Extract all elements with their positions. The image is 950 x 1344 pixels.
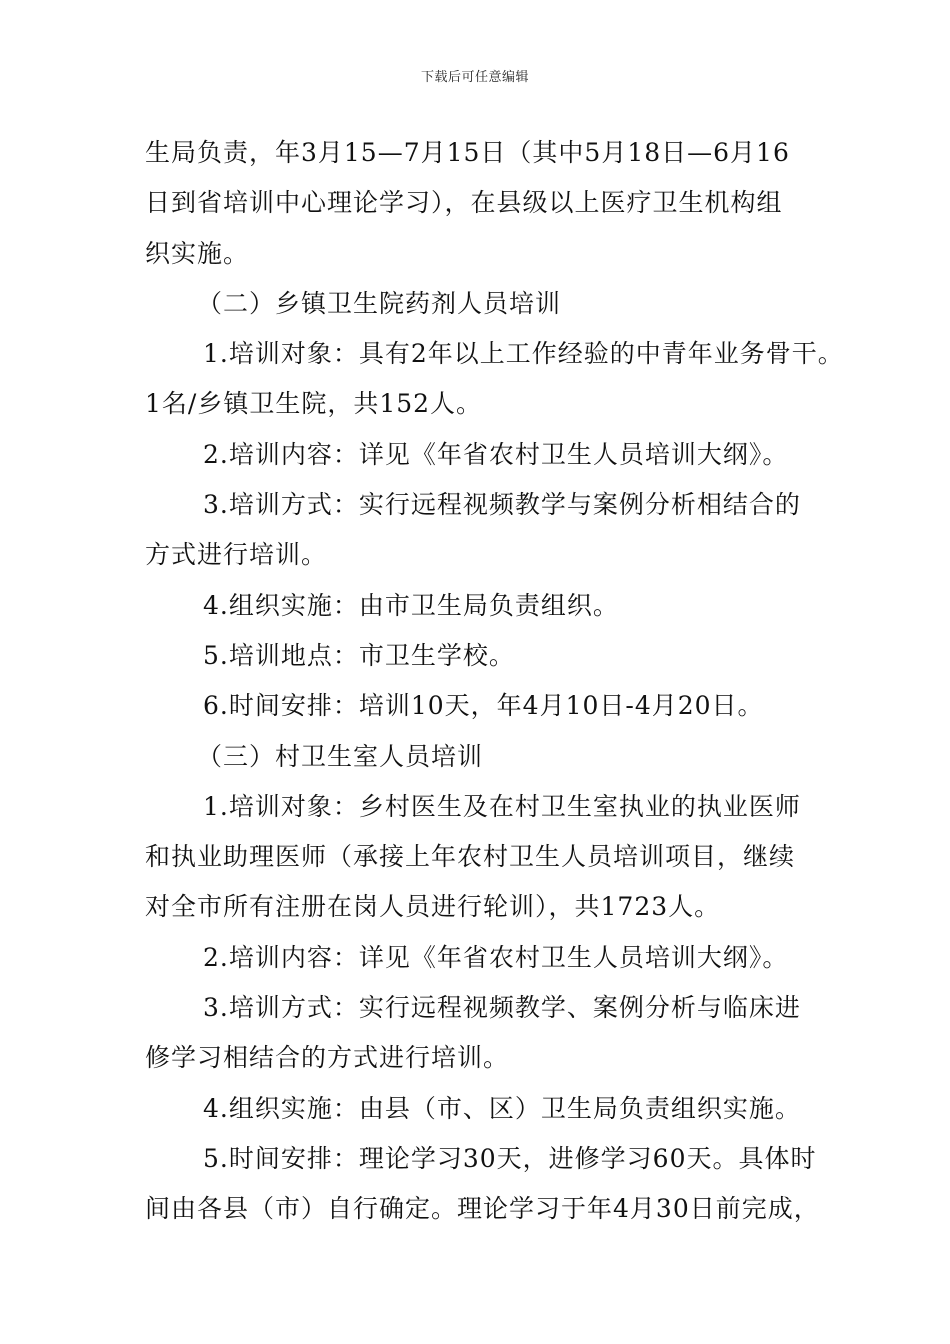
paragraph-line: 1.培训对象：乡村医生及在村卫生室执业的执业医师 [203, 791, 801, 821]
paragraph-line: 1名/乡镇卫生院，共152人。 [145, 389, 483, 419]
page-header-note: 下载后可任意编辑 [420, 70, 529, 85]
paragraph-line: 和执业助理医师（承接上年农村卫生人员培训项目，继续 [145, 842, 796, 872]
paragraph-line: 6.时间安排：培训10天，年4月10日-4月20日。 [203, 691, 764, 721]
paragraph-line: 1.培训对象：具有2年以上工作经验的中青年业务骨干。 [203, 339, 844, 369]
paragraph-line: 4.组织实施：由县（市、区）卫生局负责组织实施。 [203, 1093, 801, 1123]
paragraph-line: 方式进行培训。 [145, 540, 328, 570]
paragraph-line: 4.组织实施：由市卫生局负责组织。 [203, 590, 619, 620]
paragraph-line: 生局负责，年3月15—7月15日（其中5月18日—6月16 [145, 138, 790, 167]
paragraph-line: 日到省培训中心理论学习），在县级以上医疗卫生机构组 [145, 188, 783, 218]
section-heading: （三）村卫生室人员培训 [197, 741, 484, 771]
paragraph-line: 间由各县（市）自行确定。理论学习于年4月30日前完成， [145, 1194, 820, 1224]
paragraph-line: 2.培训内容：详见《年省农村卫生人员培训大纲》。 [203, 439, 789, 469]
paragraph-line: 对全市所有注册在岗人员进行轮训），共1723人。 [145, 892, 721, 922]
paragraph-line: 5.培训地点：市卫生学校。 [203, 640, 515, 670]
paragraph-line: 修学习相结合的方式进行培训。 [145, 1043, 510, 1073]
paragraph-line: 3.培训方式：实行远程视频教学与案例分析相结合的 [203, 490, 801, 520]
section-heading: （二）乡镇卫生院药剂人员培训 [197, 288, 562, 318]
paragraph-line: 5.时间安排：理论学习30天，进修学习60天。具体时 [203, 1143, 817, 1173]
document-body [145, 128, 844, 1235]
paragraph-line: 3.培训方式：实行远程视频教学、案例分析与临床进 [203, 993, 801, 1023]
paragraph-line: 2.培训内容：详见《年省农村卫生人员培训大纲》。 [203, 942, 789, 972]
paragraph-line: 织实施。 [145, 238, 250, 268]
